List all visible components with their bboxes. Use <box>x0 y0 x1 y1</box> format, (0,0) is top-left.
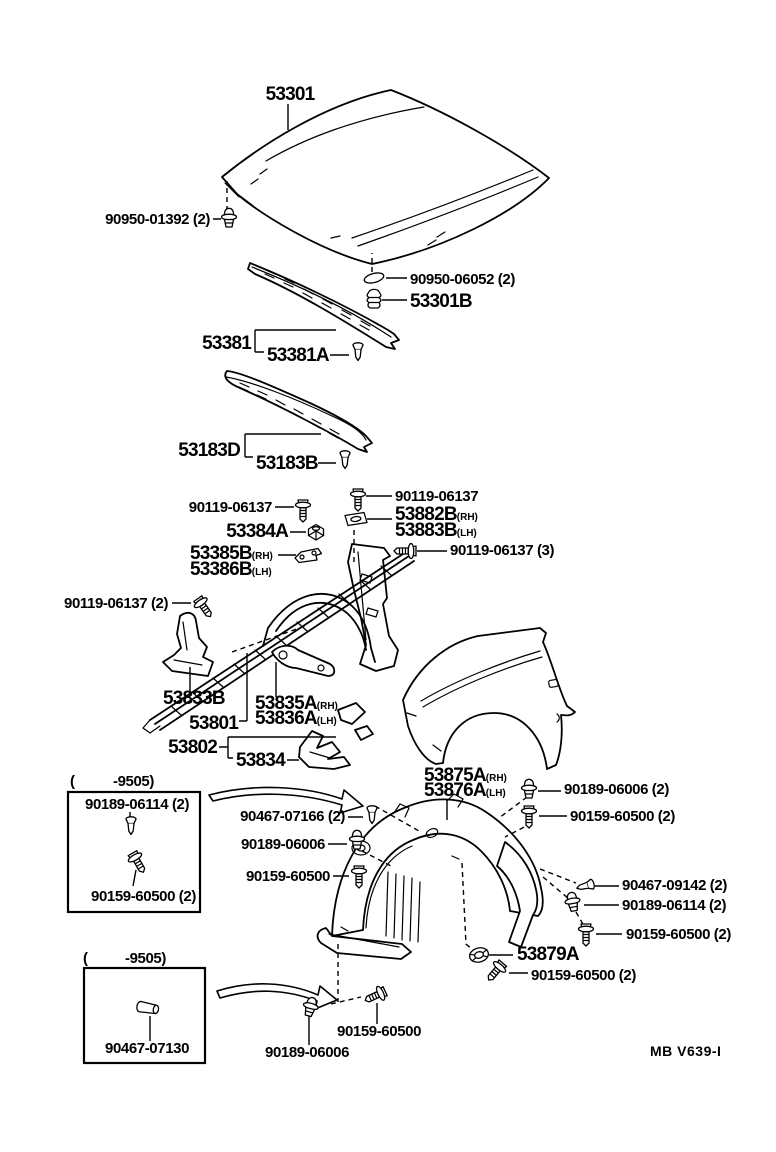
screw-grommet-icon <box>564 891 582 912</box>
label-90189-06114-window: 90189-06114 (2) <box>85 796 190 813</box>
label-90159-60500-left: 90159-60500 <box>245 868 330 885</box>
hood-53301-drawing <box>222 90 549 264</box>
label-53385B: 53385B(RH) <box>190 543 273 564</box>
label-53834: 53834 <box>236 750 285 771</box>
label-90950-06052: 90950-06052 (2) <box>410 271 515 288</box>
label-90159-60500-bottom2: 90159-60500 <box>337 1023 422 1040</box>
label-53802: 53802 <box>168 737 217 758</box>
label-53301B: 53301B <box>410 291 472 312</box>
cowl-panel-53183D-drawing <box>225 371 372 452</box>
label-90159-60500-right2: 90159-60500 (2) <box>626 926 731 943</box>
bracket-icon <box>295 549 322 563</box>
bolt-icon <box>483 958 509 984</box>
label-53381: 53381 <box>202 333 251 354</box>
nut-icon <box>309 525 324 541</box>
reference-arrow-2 <box>217 984 337 1009</box>
grommet-rib-icon <box>367 289 381 308</box>
label-90159-60500-window: 90159-60500 (2) <box>91 888 196 905</box>
label-90119-06137-left: 90119-06137 <box>188 499 272 516</box>
bolt-icon <box>351 489 366 511</box>
label-90189-06006-right: 90189-06006 (2) <box>564 781 669 798</box>
label-90189-06006-bottom: 90189-06006 <box>265 1044 350 1061</box>
bolt-icon <box>394 544 416 559</box>
diagram-code: MB V639-I <box>650 1043 722 1059</box>
label-53183D: 53183D <box>178 440 240 461</box>
label-window1-paren: ( <box>70 773 75 790</box>
label-53833B: 53833B <box>163 688 225 709</box>
label-window2-paren: ( <box>83 950 88 967</box>
clip-pin-icon <box>575 879 595 893</box>
label-90189-06114-right: 90189-06114 (2) <box>622 897 727 914</box>
label-53882B: 53882B(RH) <box>395 504 478 525</box>
washer-icon <box>363 271 385 285</box>
label-53183B: 53183B <box>256 453 318 474</box>
label-53835A: 53835A(RH) <box>255 693 338 714</box>
fender-liner-53875A-drawing <box>318 794 543 959</box>
label-window2-9505: -9505) <box>125 950 166 967</box>
clip-pin-icon <box>340 451 350 469</box>
label-53883B: 53883B(LH) <box>395 520 477 541</box>
screw-grommet-icon <box>222 208 237 227</box>
ring-grommet-icon <box>468 946 490 964</box>
label-90467-09142: 90467-09142 (2) <box>622 877 727 894</box>
bolt-icon <box>522 806 537 828</box>
bolt-icon <box>362 984 388 1007</box>
label-90119-06137-qty3: 90119-06137 (3) <box>450 542 555 559</box>
front-fender-drawing <box>403 628 575 769</box>
label-53386B: 53386B(LH) <box>190 559 272 580</box>
clip-pin-icon <box>353 343 363 361</box>
label-90950-01392: 90950-01392 (2) <box>105 211 210 228</box>
label-53875A: 53875A(RH) <box>424 765 507 786</box>
label-90467-07130: 90467-07130 <box>105 1040 190 1057</box>
bolt-icon <box>126 849 150 876</box>
clip-pin-icon <box>126 817 136 835</box>
label-90119-06137-qty2: 90119-06137 (2) <box>64 595 169 612</box>
clip-pin-icon <box>367 806 377 824</box>
label-90119-06137-top: 90119-06137 <box>395 488 479 505</box>
label-53381A: 53381A <box>267 345 329 366</box>
label-53301: 53301 <box>265 84 315 105</box>
label-53879A: 53879A <box>517 944 579 965</box>
screw-grommet-icon <box>522 779 537 798</box>
label-90159-60500-right: 90159-60500 (2) <box>570 808 675 825</box>
label-53801: 53801 <box>189 713 238 734</box>
label-90467-07166: 90467-07166 (2) <box>240 808 345 825</box>
pin-icon <box>136 1001 159 1015</box>
front-apron-assembly-drawing <box>143 544 414 769</box>
label-53384A: 53384A <box>226 521 288 542</box>
plate-icon <box>345 513 367 526</box>
label-53876A: 53876A(LH) <box>424 780 506 801</box>
bolt-icon <box>579 924 594 946</box>
bolt-icon <box>296 500 311 522</box>
label-window1-9505: -9505) <box>113 773 154 790</box>
label-53836A: 53836A(LH) <box>255 708 337 729</box>
label-90189-06006-left: 90189-06006 <box>240 836 325 853</box>
label-90159-60500-bottom1: 90159-60500 (2) <box>531 967 636 984</box>
